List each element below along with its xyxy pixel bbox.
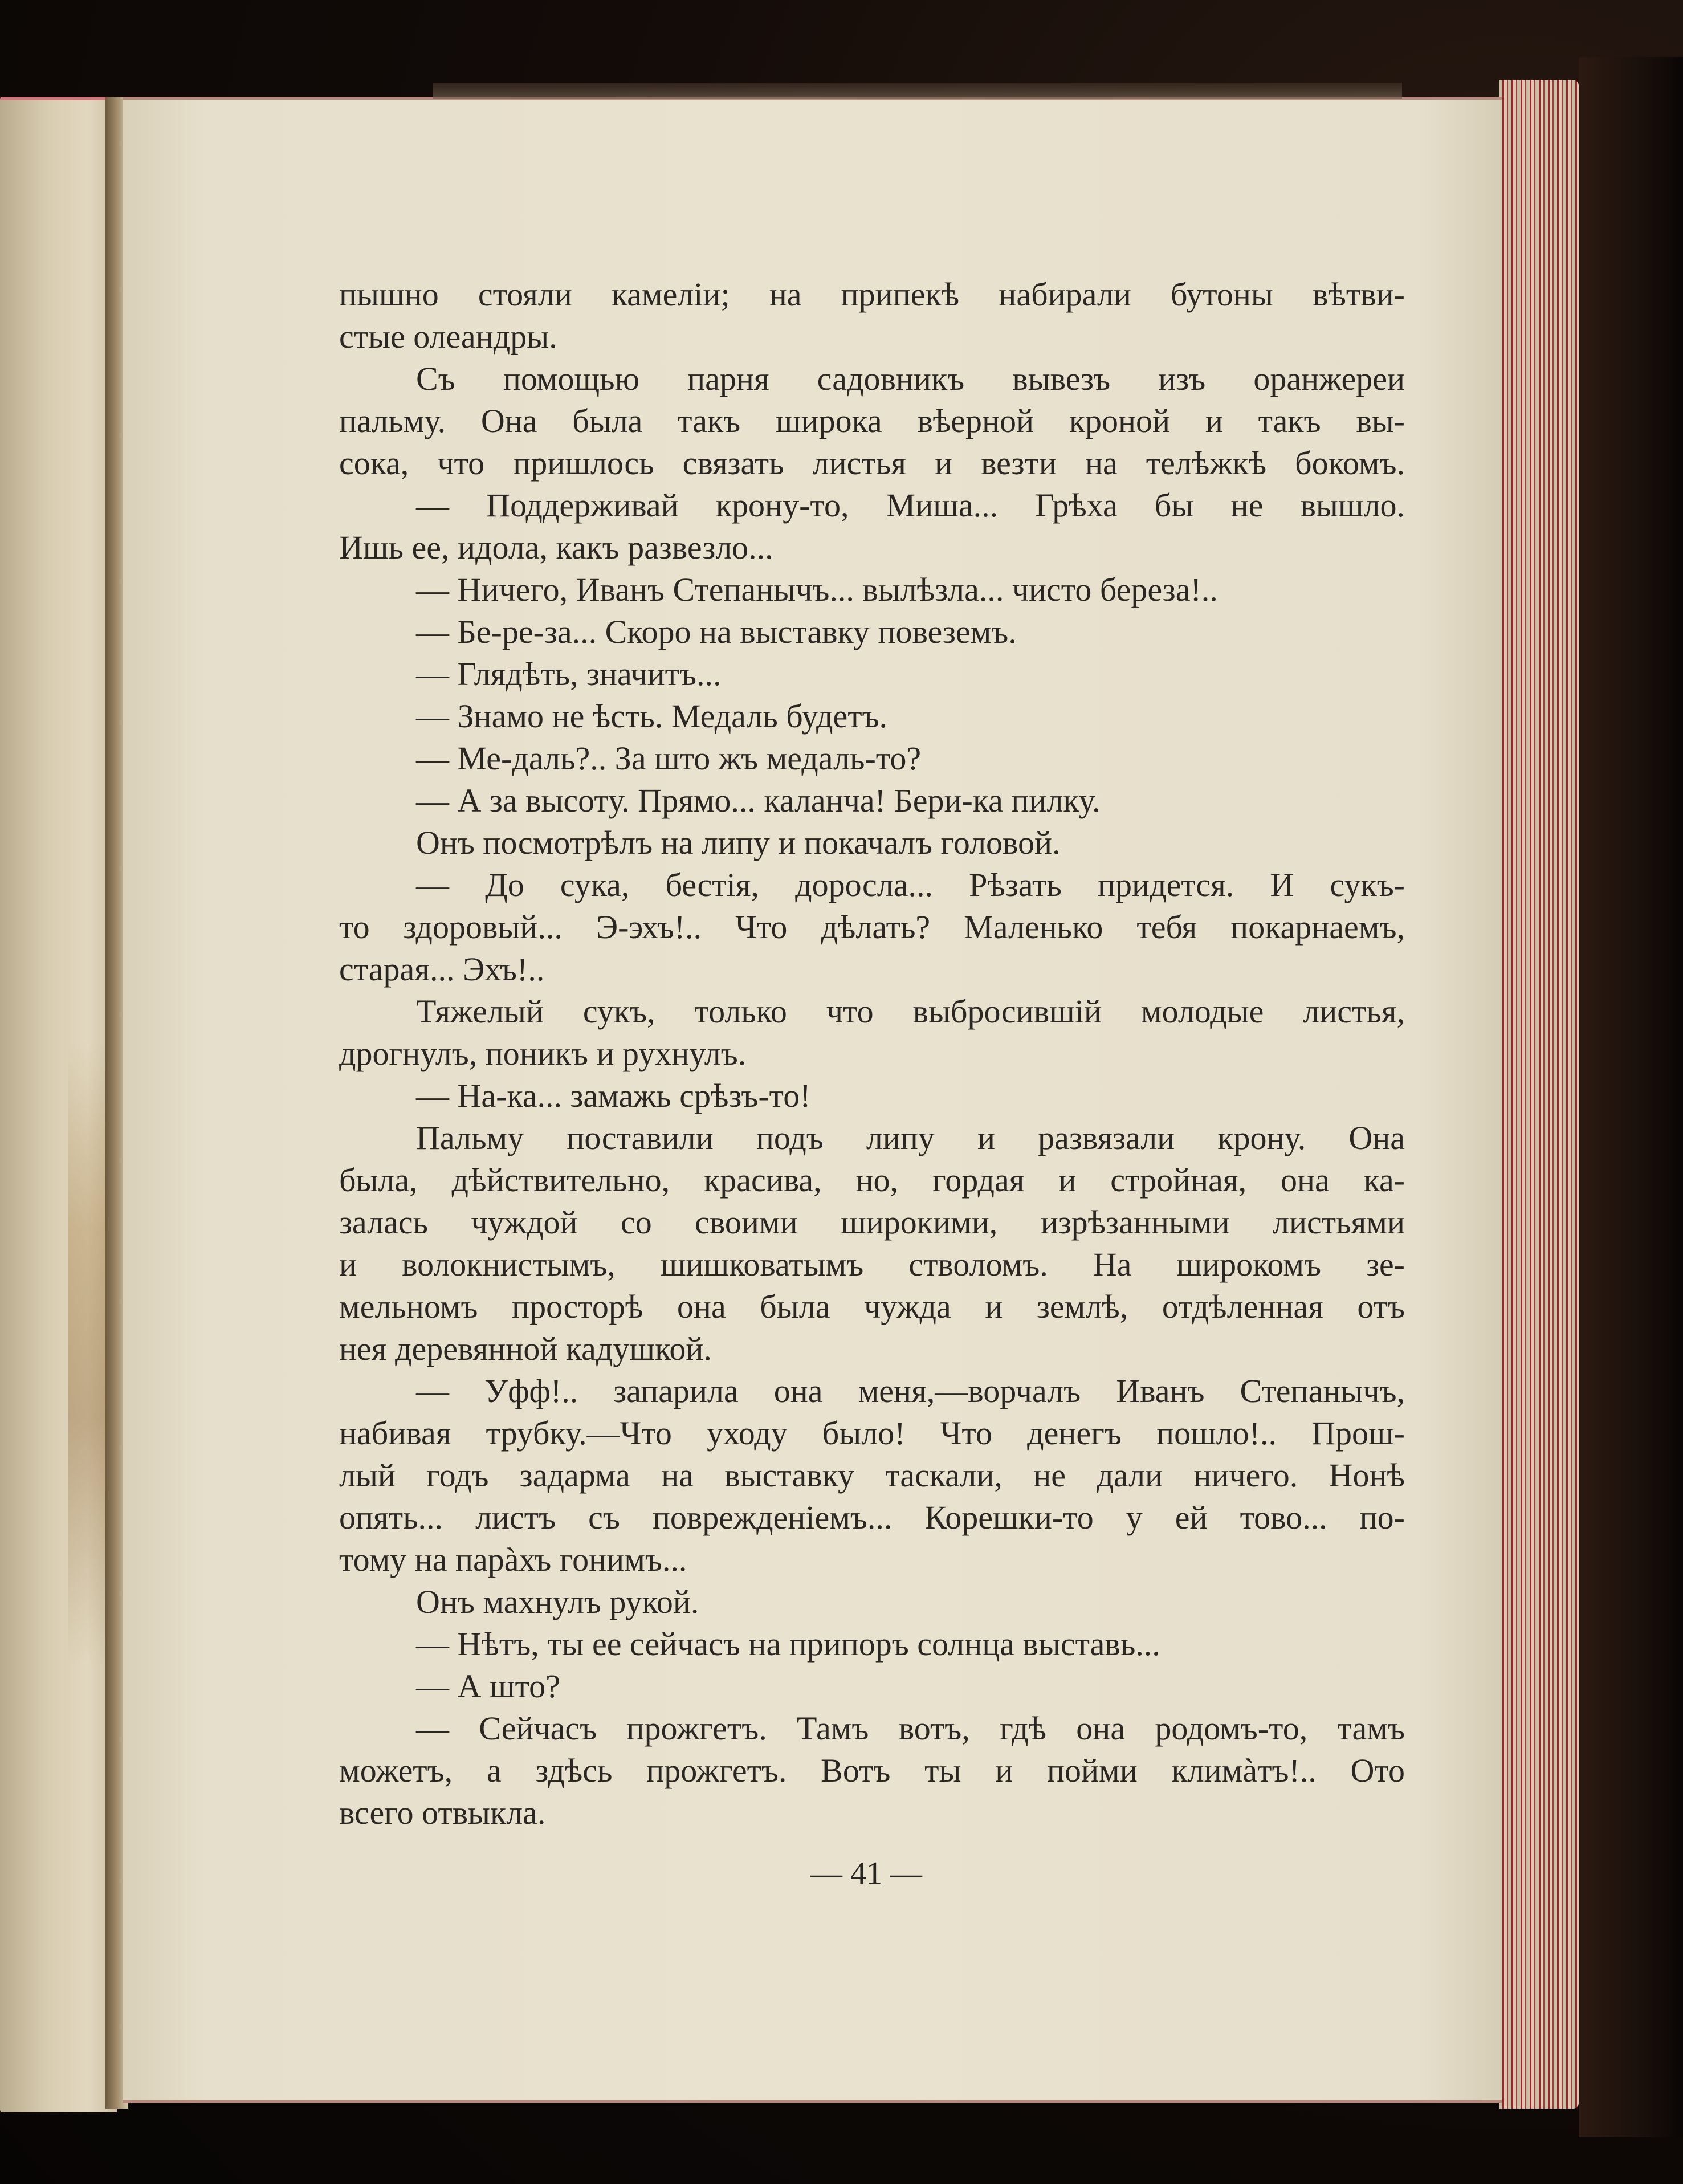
text-line: — Знамо не ѣсть. Медаль будетъ. (416, 698, 888, 735)
text-line: тому на парàхъ гонимъ... (339, 1541, 687, 1578)
text-line: Пальму поставили подъ липу и развязали крону. Она (416, 1119, 1405, 1156)
text-line: — Сейчасъ прожгетъ. Тамъ вотъ, гдѣ она родомъ-то, тамъ (416, 1710, 1405, 1747)
page-stain (68, 1041, 108, 1668)
text-line: пышно стояли камелiи; на припекѣ набирали бутоны вѣтви- (339, 276, 1405, 313)
text-line: то здоровый... Э-эхъ!.. Что дѣлать? Маленько тебя покарнаемъ, (339, 908, 1405, 946)
text-line: пальму. Она была такъ широка вѣерной кроной и такъ вы- (339, 402, 1405, 439)
text-line: дрогнулъ, поникъ и рухнулъ. (339, 1035, 747, 1072)
text-line: была, дѣйствительно, красива, но, гордая и стройная, она ка- (339, 1162, 1405, 1199)
text-line: стые олеандры. (339, 318, 557, 355)
page-number: — 41 — (810, 1856, 922, 1891)
text-line: — Поддерживай крону-то, Миша... Грѣха бы не вышло. (416, 487, 1405, 524)
text-line: — А за высоту. Прямо... каланча! Бери-ка пилку. (416, 782, 1101, 819)
text-line: — Бе-ре-за... Скоро на выставку повеземъ. (416, 613, 1017, 650)
text-line: залась чуждой со своими широкими, изрѣзанными листьями (339, 1204, 1405, 1241)
page-text (339, 274, 1405, 1834)
text-line: — Нѣтъ, ты ее сейчасъ на припоръ солнца выставь... (416, 1625, 1160, 1663)
text-line: — А што? (416, 1668, 560, 1705)
text-line: можетъ, а здѣсь прожгетъ. Вотъ ты и пойми климàтъ!.. Ото (339, 1752, 1405, 1789)
text-line: набивая трубку.—Что уходу было! Что денегъ пошло!.. Прош- (339, 1415, 1405, 1452)
text-line: — Глядѣть, значитъ... (416, 655, 722, 692)
text-line: старая... Эхъ!.. (339, 951, 545, 988)
top-edge-shadow (433, 83, 1402, 99)
text-line: Онъ посмотрѣлъ на липу и покачалъ головой. (416, 824, 1061, 861)
text-line: Онъ махнулъ рукой. (416, 1583, 699, 1620)
text-line: мельномъ просторѣ она была чужда и землѣ, отдѣленная отъ (339, 1288, 1405, 1325)
text-line: — До сука, бестiя, доросла... Рѣзать придется. И сукъ- (416, 866, 1405, 903)
text-line: сока, что пришлось связать листья и везти на телѣжкѣ бокомъ. (339, 445, 1405, 482)
text-line: — Ничего, Иванъ Степанычъ... вылѣзла... чисто береза!.. (416, 571, 1218, 608)
text-line: и волокнистымъ, шишковатымъ стволомъ. На широкомъ зе- (339, 1246, 1405, 1283)
text-line: Тяжелый сукъ, только что выбросившiй молодые листья, (416, 993, 1405, 1030)
text-line: — На-ка... замажь срѣзъ-то! (416, 1077, 811, 1114)
facing-page (0, 97, 117, 2112)
text-line: — Уфф!.. запарила она меня,—ворчалъ Иванъ Степанычъ, (416, 1372, 1405, 1409)
text-line: Съ помощью парня садовникъ вывезъ изъ оранжереи (416, 360, 1405, 397)
text-line: Ишь ее, идола, какъ развезло... (339, 529, 773, 566)
text-line: — Ме-даль?.. За што жъ медаль-то? (416, 740, 922, 777)
text-line: опять... листъ съ поврежденiемъ... Корешки-то у ей тово... по- (339, 1499, 1405, 1536)
text-line: нея деревянной кадушкой. (339, 1330, 712, 1367)
text-line: лый годъ задарма на выставку таскали, не дали ничего. Нонѣ (339, 1457, 1405, 1494)
page-edges (1499, 80, 1579, 2109)
book-binding (1579, 57, 1683, 2137)
text-line: всего отвыкла. (339, 1794, 546, 1831)
